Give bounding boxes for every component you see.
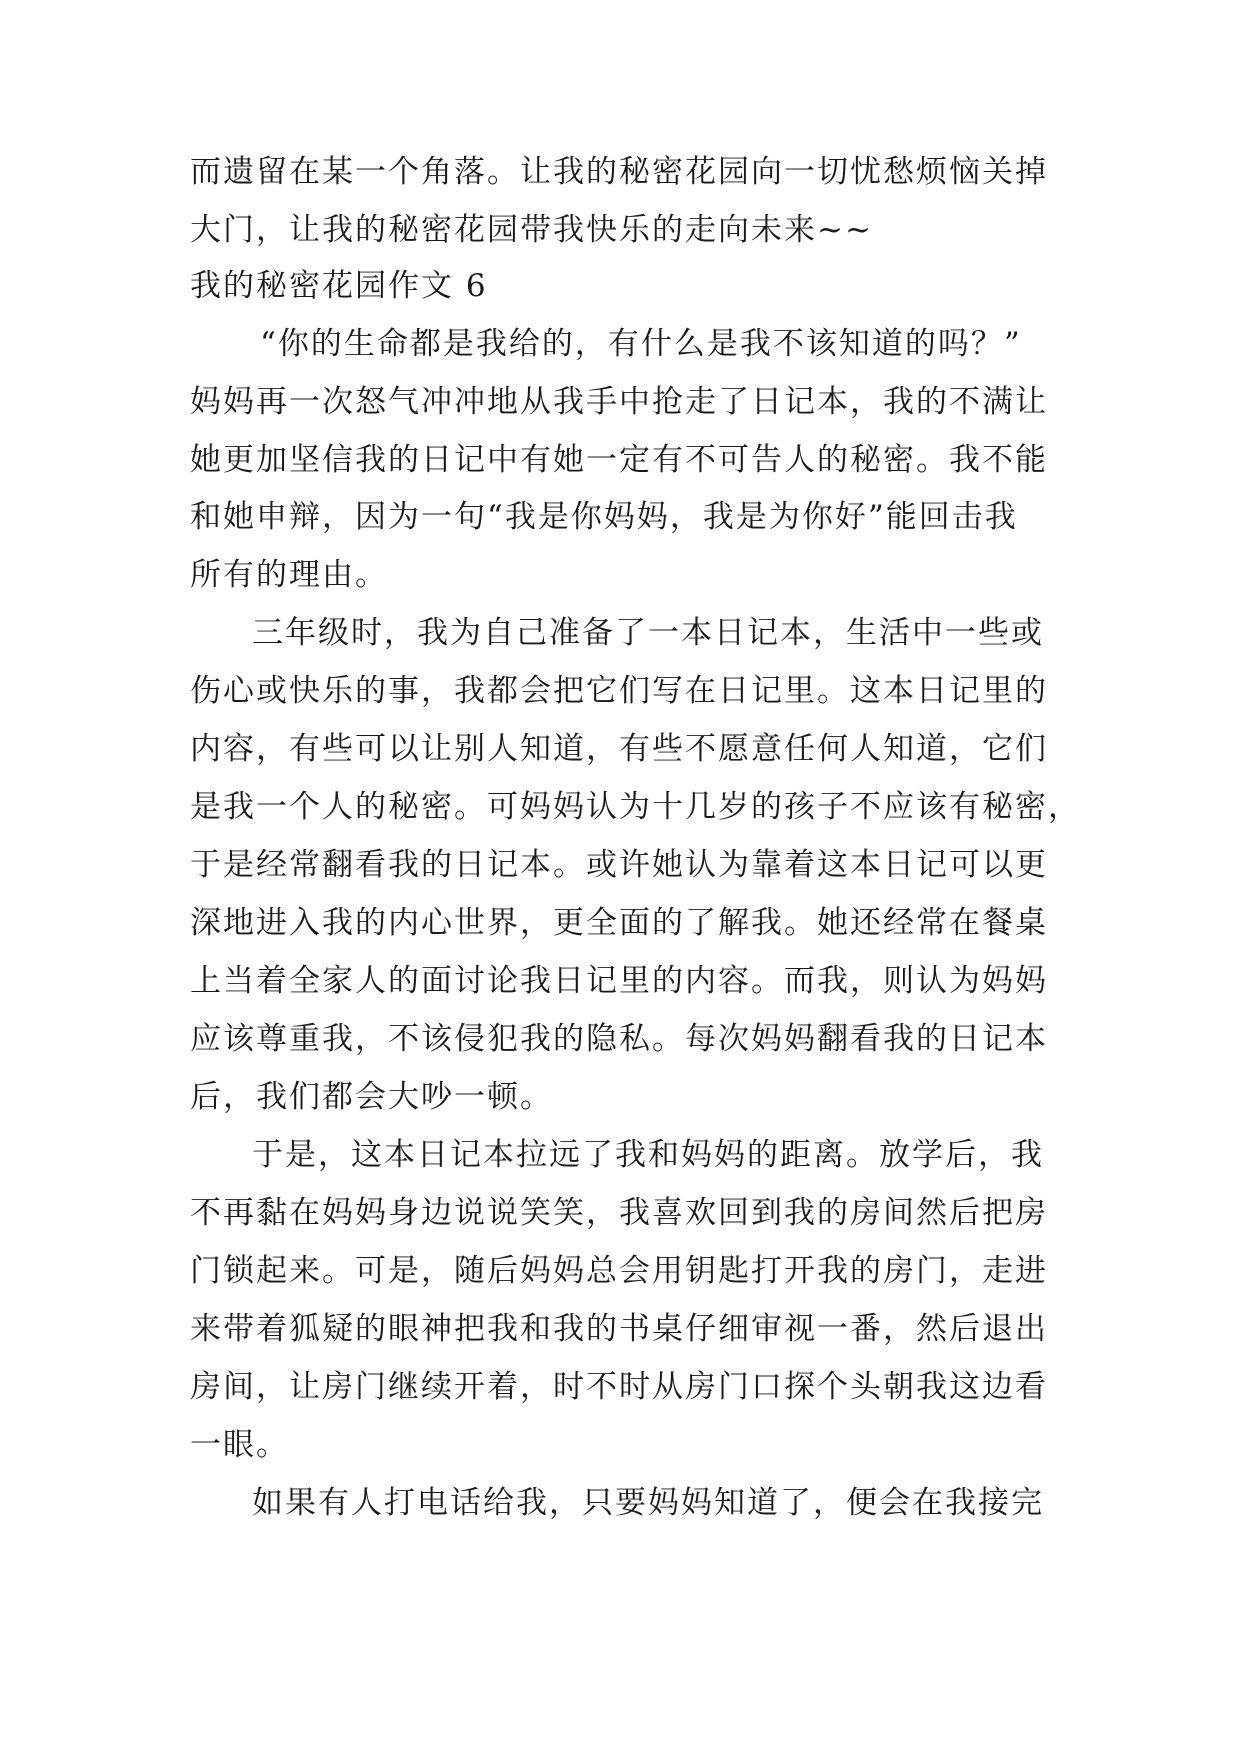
text-line: 来带着狐疑的眼神把我和我的书桌仔细审视一番，然后退出 bbox=[190, 1311, 1048, 1347]
section-heading: 我的秘密花园作文 6 bbox=[190, 268, 488, 304]
text-line: 于是，这本日记本拉远了我和妈妈的距离。放学后，我 bbox=[252, 1137, 1044, 1173]
text-line: 门锁起来。可是，随后妈妈总会用钥匙打开我的房门，走进 bbox=[190, 1253, 1048, 1289]
text-line: 内容，有些可以让别人知道，有些不愿意任何人知道，它们 bbox=[190, 731, 1048, 767]
text-line: 房间，让房门继续开着，时不时从房门口探个头朝我这边看 bbox=[190, 1369, 1048, 1405]
text-line: 是我一个人的秘密。可妈妈认为十几岁的孩子不应该有秘密， bbox=[190, 789, 1081, 825]
text-line: 应该尊重我，不该侵犯我的隐私。每次妈妈翻看我的日记本 bbox=[190, 1021, 1048, 1057]
text-line: 伤心或快乐的事，我都会把它们写在日记里。这本日记里的 bbox=[190, 673, 1048, 709]
text-line: 于是经常翻看我的日记本。或许她认为靠着这本日记可以更 bbox=[190, 847, 1048, 883]
text-line: 所有的理由。 bbox=[190, 557, 388, 593]
text-line: 和她申辩，因为一句“我是你妈妈，我是为你好”能回击我 bbox=[190, 499, 1018, 535]
text-line: 三年级时，我为自己准备了一本日记本，生活中一些或 bbox=[252, 615, 1044, 651]
text-line: 如果有人打电话给我，只要妈妈知道了，便会在我接完 bbox=[252, 1485, 1044, 1521]
text-line: 妈妈再一次怒气冲冲地从我手中抢走了日记本，我的不满让 bbox=[190, 384, 1048, 420]
text-line: 一眼。 bbox=[190, 1427, 289, 1463]
text-line: 她更加坚信我的日记中有她一定有不可告人的秘密。我不能 bbox=[190, 442, 1048, 478]
text-line: 而遗留在某一个角落。让我的秘密花园向一切忧愁烦恼关掉 bbox=[190, 154, 1048, 190]
text-line: 后，我们都会大吵一顿。 bbox=[190, 1079, 553, 1115]
text-line: “你的生命都是我给的，有什么是我不该知道的吗？” bbox=[260, 326, 1022, 362]
text-line: 大门，让我的秘密花园带我快乐的走向未来~~ bbox=[190, 212, 873, 248]
text-line: 不再黏在妈妈身边说说笑笑，我喜欢回到我的房间然后把房 bbox=[190, 1195, 1048, 1231]
text-line: 上当着全家人的面讨论我日记里的内容。而我，则认为妈妈 bbox=[190, 963, 1048, 999]
text-line: 深地进入我的内心世界，更全面的了解我。她还经常在餐桌 bbox=[190, 905, 1048, 941]
